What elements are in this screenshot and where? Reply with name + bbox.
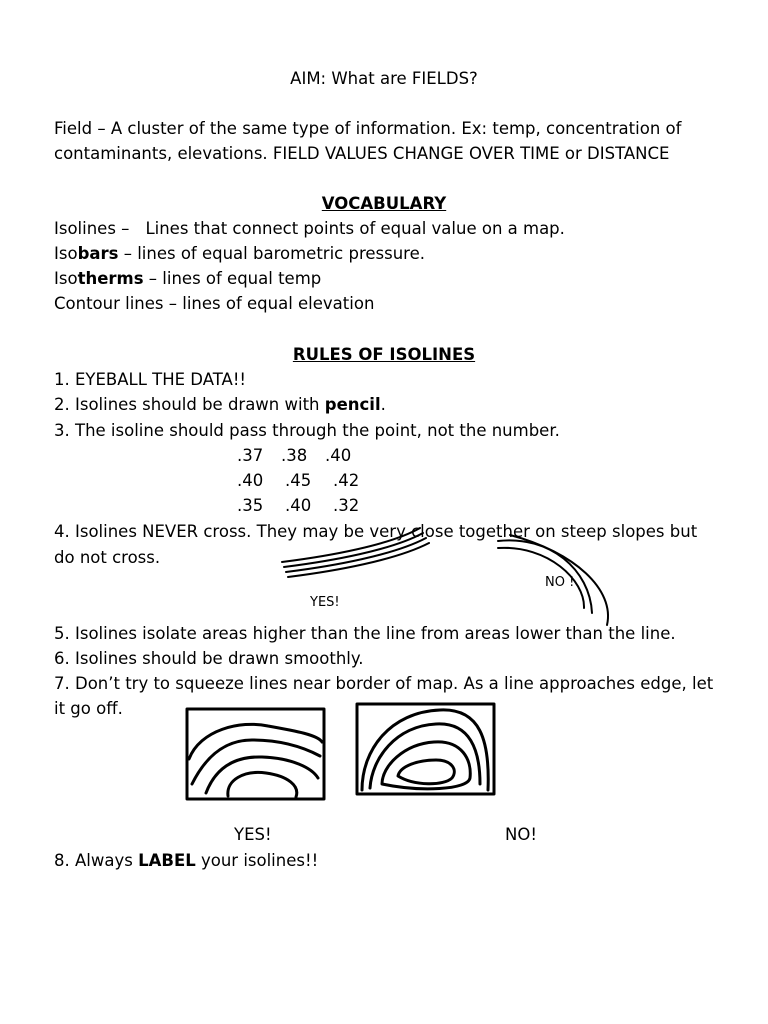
field-definition-line-1 [54, 116, 681, 141]
rule-6: 6. Isolines should be drawn smoothly. [54, 649, 364, 668]
field-definition-text: A cluster of the same type of information. Ex: temp, concentration of [105, 119, 682, 138]
rule-3: 3. The isoline should pass through the point, not the number. [54, 421, 560, 440]
grid-value: .40 [285, 496, 312, 515]
isotherms-definition: – lines of equal temp [143, 269, 322, 288]
grid-value: .38 [281, 446, 308, 465]
rules-heading: RULES OF ISOLINES [292, 345, 476, 364]
rule-7-no-label: NO! [505, 825, 537, 844]
isobars-prefix: Iso [54, 244, 78, 263]
grid-value: .35 [237, 496, 264, 515]
isobars-definition: – lines of equal barometric pressure. [118, 244, 425, 263]
rule-8-text: 8. Always [54, 851, 139, 870]
vocab-isolines [54, 216, 565, 241]
grid-value: .40 [237, 471, 264, 490]
rule-4-line-1: 4. Isolines NEVER cross. They may be very close together on steep slopes but [54, 522, 698, 541]
field-term: Field – [54, 119, 106, 138]
grid-value: .32 [333, 496, 360, 515]
vocab-isotherms [54, 266, 321, 291]
vocabulary-heading: VOCABULARY [321, 194, 447, 213]
data-grid-row-2 [237, 468, 359, 493]
rule-7-yes-label: YES! [234, 825, 272, 844]
rule-2 [54, 392, 386, 417]
isolines-term: Isolines – [54, 219, 130, 238]
isobars-bold: bars [77, 244, 119, 263]
grid-value: .37 [237, 446, 264, 465]
rule-7-line-1: 7. Don’t try to squeeze lines near border of map. As a line approaches edge, let [54, 674, 714, 693]
rule-8-bold: LABEL [138, 851, 196, 870]
rule-1: 1. EYEBALL THE DATA!! [54, 370, 247, 389]
rule-5: 5. Isolines isolate areas higher than the line from areas lower than the line. [54, 624, 676, 643]
data-grid-row-1 [237, 443, 351, 468]
rule-4-no-label: NO ! [545, 575, 575, 590]
grid-value: .42 [333, 471, 360, 490]
vocab-isobars [54, 241, 425, 266]
field-definition-line-2: contaminants, elevations. FIELD VALUES CHANGE OVER TIME or DISTANCE [54, 144, 670, 163]
isotherms-bold: therms [77, 269, 144, 288]
rule-4-line-2: do not cross. [54, 548, 161, 567]
data-grid-row-3 [237, 493, 359, 518]
grid-value: .40 [325, 446, 352, 465]
isotherms-prefix: Iso [54, 269, 78, 288]
rule-8-end: your isolines!! [195, 851, 319, 870]
rule-2-bold: pencil [324, 395, 381, 414]
rule-2-end: . [380, 395, 386, 414]
rule-2-text: 2. Isolines should be drawn with [54, 395, 325, 414]
rule-8 [54, 848, 318, 873]
isolines-definition: Lines that connect points of equal value on a map. [145, 219, 565, 238]
rule-7-line-2: it go off. [54, 699, 123, 718]
rule-4-yes-label: YES! [310, 595, 340, 610]
grid-value: .45 [285, 471, 312, 490]
page-title: AIM: What are FIELDS? [290, 69, 478, 88]
vocab-contour: Contour lines – lines of equal elevation [54, 294, 375, 313]
